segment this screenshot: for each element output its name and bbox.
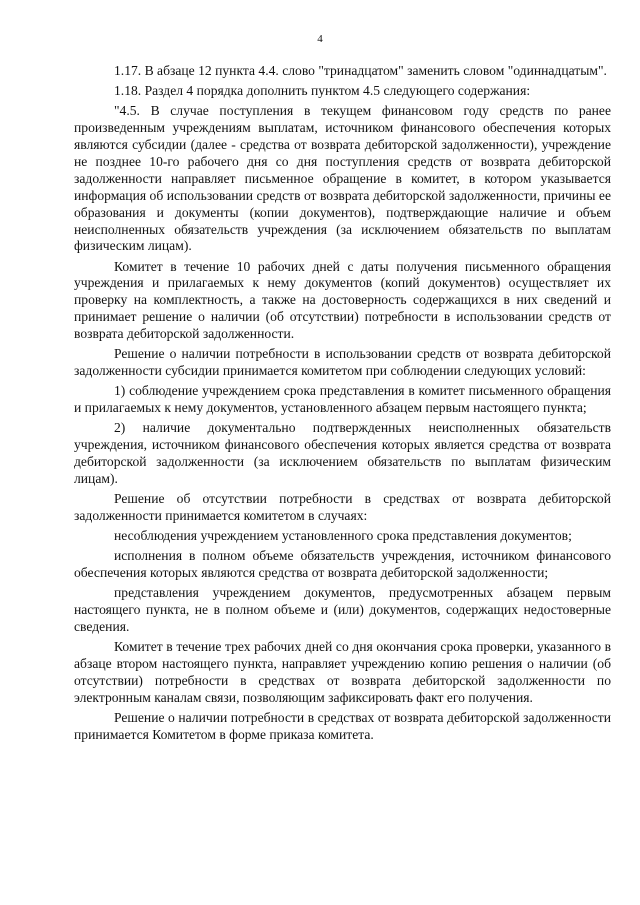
paragraph-decision-form: Решение о наличии потребности в средствах от возврата дебиторской задолженности принимается Комитетом в форме приказа комитета. — [74, 709, 611, 742]
condition-item-2: 2) наличие документально подтвержденных неисполненных обязательств учреждения, источником финансового обеспечения которых является средства от возврата дебиторской задолженности (за исключением обязательств по выплатам физическим лицам). — [74, 420, 611, 486]
paragraph-need-decision-conditions: Решение о наличии потребности в использовании средств от возврата дебиторской задолженности субсидии принимается комитетом при соблюдении следующих условий: — [74, 346, 611, 379]
paragraph-committee-review: Комитет в течение 10 рабочих дней с даты получения письменного обращения учреждения и прилагаемых к нему документов (копий документов) осуществляет их проверку на комплектность, а также на достоверность содержащихся в них сведений и принимает решение о наличии (об отсутствии) потребности в использовании средств от возврата дебиторской задолженности. — [74, 258, 611, 342]
paragraph-no-need-decision: Решение об отсутствии потребности в средствах от возврата дебиторской задолженности принимается комитетом в случаях: — [74, 491, 611, 523]
no-need-case-2: исполнения в полном объеме обязательств учреждения, источником финансового обеспечения которых являются средства от возврата дебиторской задолженности; — [74, 548, 611, 581]
paragraph-4-5-intro: "4.5. В случае поступления в текущем финансовом году средств по ранее произведенным учреждениям выплатам, источником финансового обеспечения которых являются субсидии (далее - средства от возврата дебиторской задолженности), учреждение не позднее 10-го рабочего дня со дня поступления средств от возврата дебиторской задолженности направляет письменное обращение в комитет, в котором указывается информация об использовании средств от возврата дебиторской задолженности, причины ее образования и документы (копии документов), подтверждающие наличие и объем неисполненных обязательств учреждения (за исключением обязательств по выплатам физическим лицам). — [74, 103, 611, 254]
paragraph-decision-notification: Комитет в течение трех рабочих дней со дня окончания срока проверки, указанного в абзаце втором настоящего пункта, направляет учреждению копию решения о наличии (об отсутствии) потребности в средствах от возврата дебиторской задолженности по электронным каналам связи, позволяющим зафиксировать факт его получения. — [74, 639, 611, 705]
page-number: 4 — [317, 33, 323, 45]
condition-item-1: 1) соблюдение учреждением срока представления в комитет письменного обращения и прилагаемых к нему документов, установленного абзацем первым настоящего пункта; — [74, 383, 611, 416]
no-need-case-3: представления учреждением документов, предусмотренных абзацем первым настоящего пункта, не в полном объеме и (или) документов, содержащих недостоверные сведения. — [74, 585, 611, 634]
no-need-case-1: несоблюдения учреждением установленного срока представления документов; — [114, 528, 572, 544]
paragraph-1-18: 1.18. Раздел 4 порядка дополнить пунктом 4.5 следующего содержания: — [114, 83, 531, 99]
paragraph-1-17: 1.17. В абзаце 12 пункта 4.4. слово "тринадцатом" заменить словом "одиннадцатым". — [114, 63, 607, 78]
document-body — [74, 63, 611, 744]
